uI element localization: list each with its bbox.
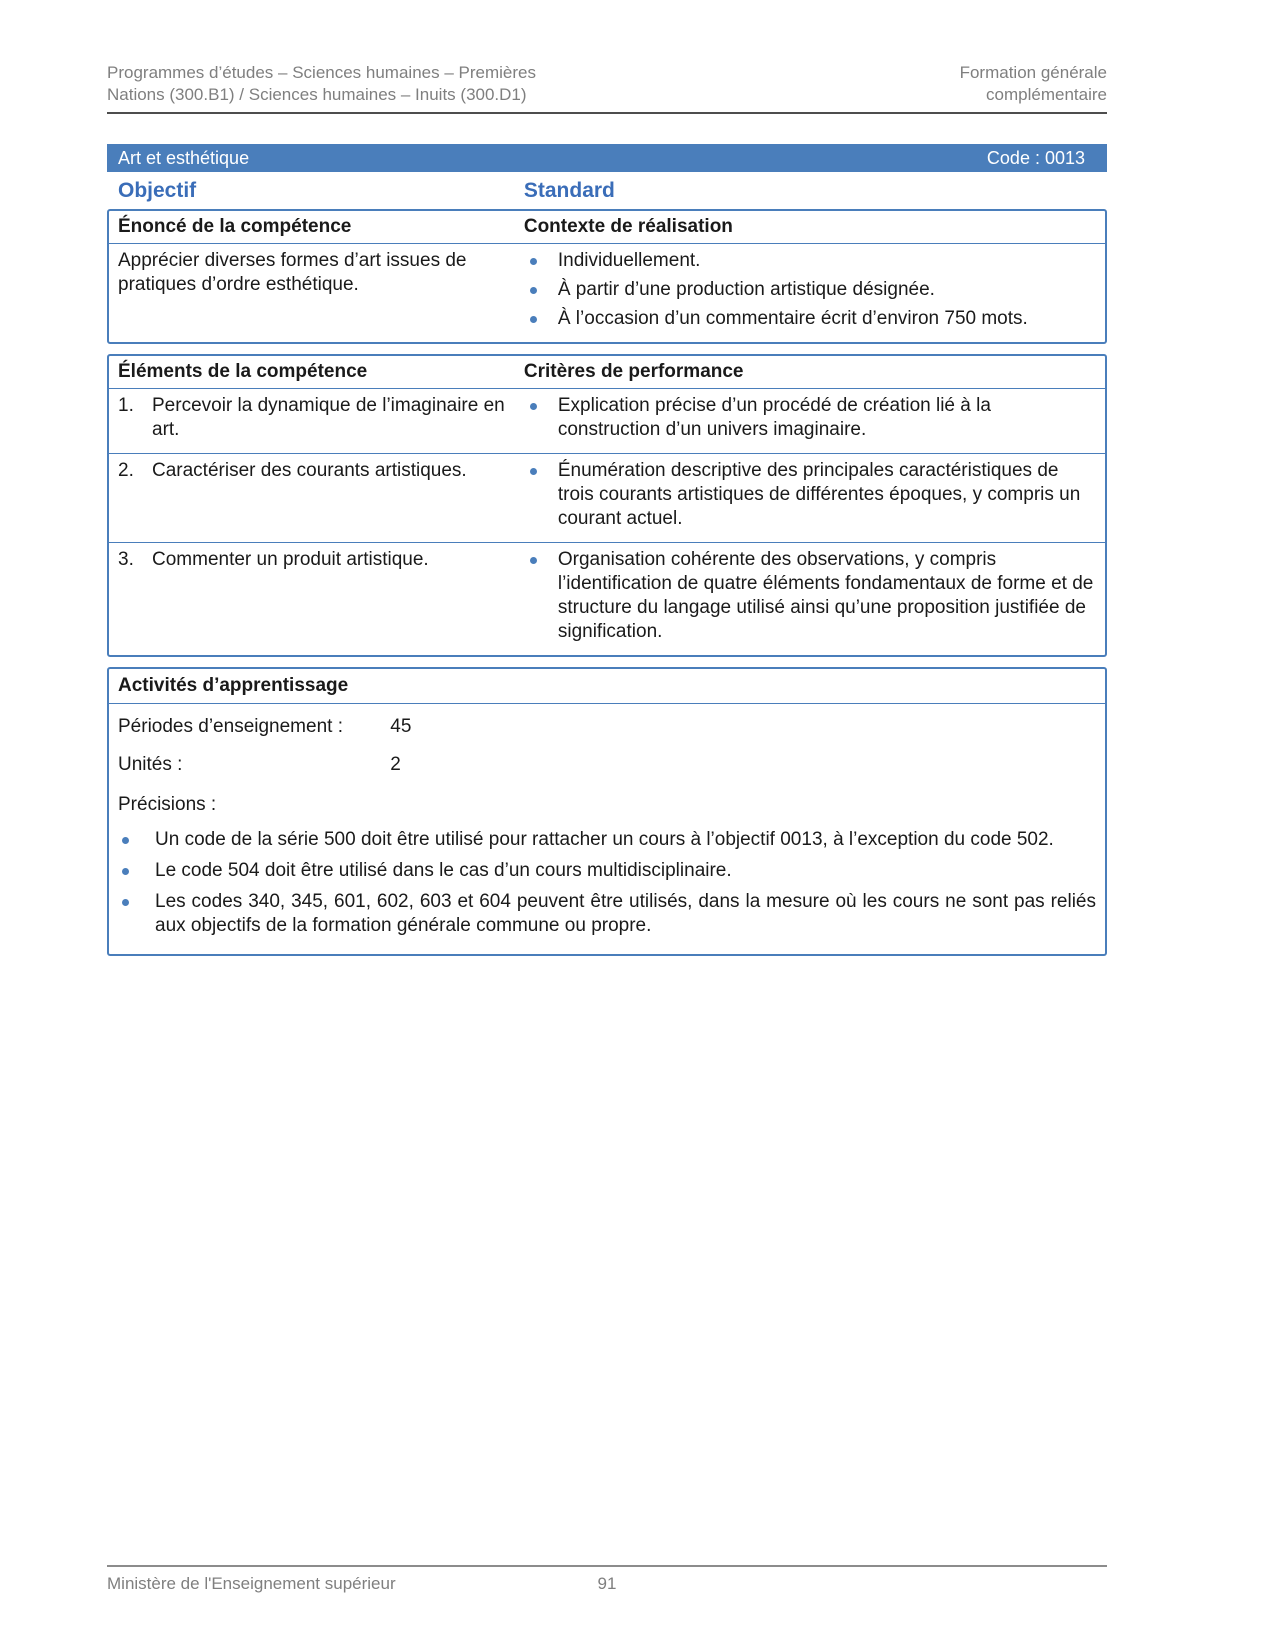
- header-divider: [107, 112, 1107, 114]
- header-left-line-2: Nations (300.B1) / Sciences humaines – Inuits (300.D1): [107, 85, 527, 104]
- footer-row: [107, 1573, 1107, 1595]
- section-banner: [107, 144, 1107, 172]
- element-item: [118, 394, 524, 442]
- element-number: 2.: [118, 460, 134, 481]
- field-periodes-enseignement: [118, 715, 1096, 739]
- elements-table-header-row: [109, 356, 1105, 388]
- element-text: Commenter un produit artistique.: [152, 549, 429, 570]
- criteres-performance-header: Critères de performance: [523, 361, 744, 382]
- criteria-bullet-list: [524, 459, 1096, 531]
- activities-body: [109, 704, 1105, 954]
- page-header: [107, 62, 1107, 106]
- precision-bullet-item: Les codes 340, 345, 601, 602, 603 et 604 peuvent être utilisés, dans la mesure où les cours ne sont pas reliés aux objectifs de la formation générale commune ou propre.: [118, 890, 1096, 938]
- criteria-bullet-list: [524, 548, 1096, 644]
- objectif-heading: Objectif: [118, 179, 197, 202]
- context-bullet-item: Individuellement.: [524, 249, 1096, 273]
- standard-heading: Standard: [523, 179, 615, 202]
- precisions-label: Précisions :: [118, 794, 217, 815]
- elements-table-row-2: [109, 453, 1105, 542]
- elements-table-row-3: [109, 542, 1105, 655]
- banner-code: Code : 0013: [986, 147, 1085, 168]
- element-item: [118, 459, 524, 531]
- criteria-bullet-list: [524, 394, 1096, 442]
- header-left: [107, 62, 536, 106]
- bullet-icon: [530, 287, 537, 294]
- competence-table: [107, 209, 1107, 344]
- element-text: Percevoir la dynamique de l’imaginaire en art.: [152, 395, 505, 440]
- context-bullet-item: À partir d’une production artistique désignée.: [524, 278, 1096, 302]
- elements-competence-header: Éléments de la compétence: [118, 361, 368, 382]
- header-right: [960, 62, 1107, 106]
- element-text: Caractériser des courants artistiques.: [152, 460, 467, 481]
- activities-box: [107, 667, 1107, 956]
- enonce-competence-header: Énoncé de la compétence: [118, 216, 352, 237]
- bullet-icon: [530, 557, 537, 564]
- bullet-icon: [530, 403, 537, 410]
- header-right-line-1: Formation générale: [959, 63, 1107, 82]
- element-item: [118, 548, 524, 644]
- field-label: Unités :: [118, 754, 183, 775]
- bullet-icon: [122, 837, 129, 844]
- bullet-icon: [530, 468, 537, 475]
- bullet-icon: [530, 316, 537, 323]
- criteria-bullet-item: Explication précise d’un procédé de création lié à la construction d’un univers imaginaire.: [524, 394, 1096, 442]
- criteria-bullet-item: Énumération descriptive des principales caractéristiques de trois courants artistiques de différentes époques, y compris un courant actuel.: [524, 459, 1096, 531]
- field-value: 45: [390, 716, 412, 737]
- elements-table: [107, 354, 1107, 657]
- competence-table-body-row: [109, 243, 1105, 342]
- competence-table-header-row: [109, 211, 1105, 243]
- bullet-icon: [122, 868, 129, 875]
- bullet-icon: [530, 258, 537, 265]
- header-right-line-2: complémentaire: [986, 85, 1107, 104]
- context-bullet-list: [524, 249, 1096, 331]
- precision-bullet-item: Le code 504 doit être utilisé dans le cas d’un cours multidisciplinaire.: [118, 859, 1096, 883]
- footer-divider: [107, 1565, 1107, 1567]
- contexte-realisation-header: Contexte de réalisation: [523, 216, 733, 237]
- footer-spacer: [616, 1573, 1107, 1595]
- page-footer: [107, 1565, 1107, 1595]
- column-headers: [107, 179, 1107, 203]
- element-number: 1.: [118, 395, 134, 416]
- field-value: 2: [390, 754, 401, 775]
- field-label: Périodes d’enseignement :: [118, 716, 343, 737]
- footer-ministry: Ministère de l'Enseignement supérieur: [107, 1574, 396, 1593]
- context-bullet-item: À l’occasion d’un commentaire écrit d’environ 750 mots.: [524, 307, 1096, 331]
- criteria-bullet-item: Organisation cohérente des observations, y compris l’identification de quatre éléments fondamentaux de forme et de structure du langage utilisé ainsi qu’une proposition justifiée de signification.: [524, 548, 1096, 644]
- activities-title: Activités d’apprentissage: [109, 669, 1105, 704]
- bullet-icon: [122, 899, 129, 906]
- banner-title: Art et esthétique: [118, 147, 250, 168]
- elements-table-row-1: [109, 388, 1105, 453]
- field-unites: [118, 753, 1096, 777]
- competence-statement: Apprécier diverses formes d’art issues de pratiques d’ordre esthétique.: [118, 250, 467, 295]
- element-number: 3.: [118, 549, 134, 570]
- header-left-line-1: Programmes d’études – Sciences humaines – Premières: [107, 63, 536, 82]
- precision-bullet-item: Un code de la série 500 doit être utilisé pour rattacher un cours à l’objectif 0013, à l’exception du code 502.: [118, 828, 1096, 852]
- page-number: 91: [597, 1574, 617, 1593]
